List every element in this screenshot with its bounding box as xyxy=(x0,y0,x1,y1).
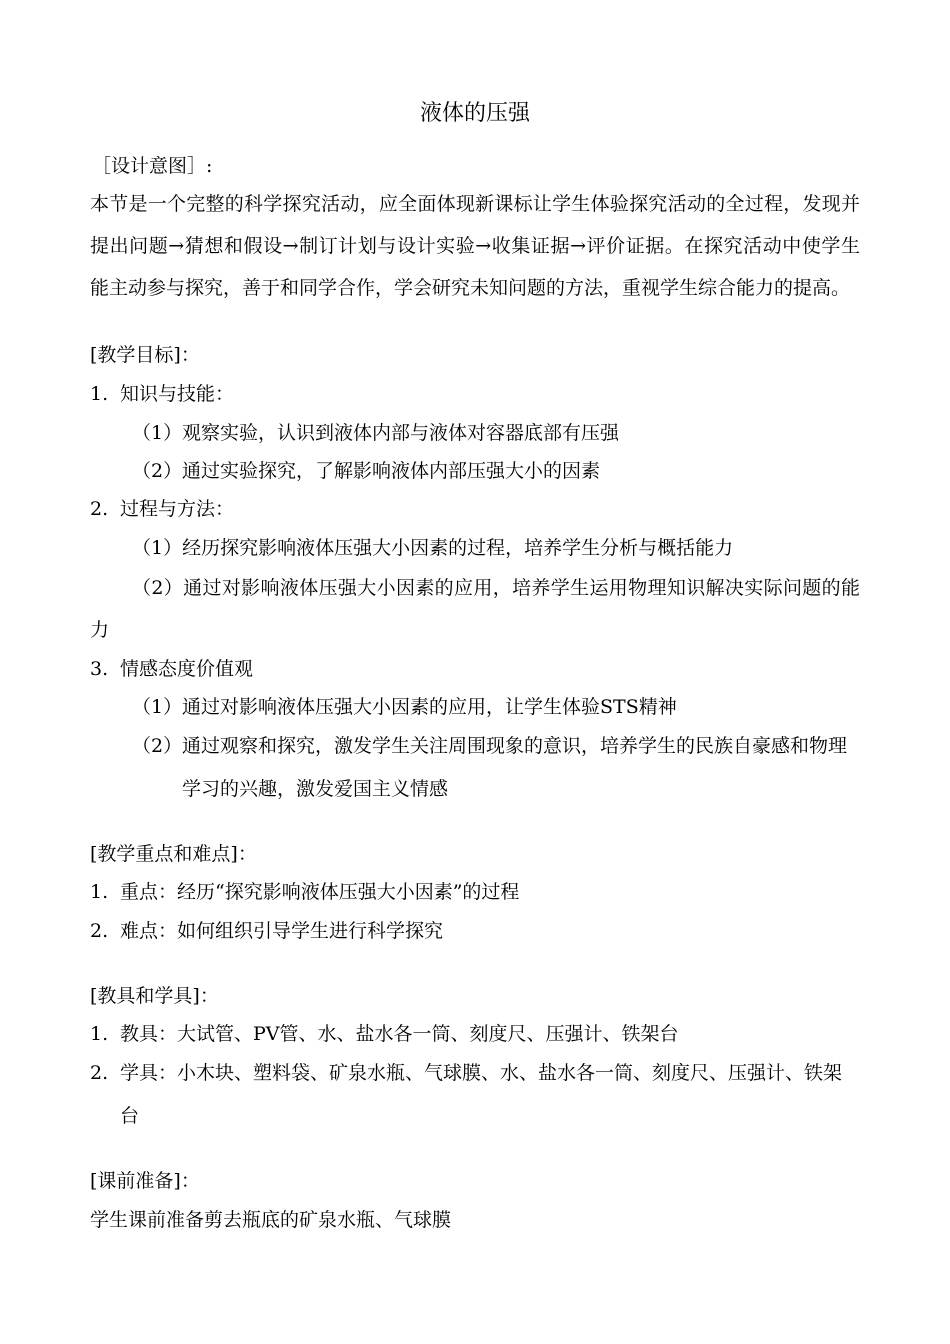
tools-item-2-line-1: 学具：小木块、塑料袋、矿泉水瓶、气球膜、水、盐水各一筒、刻度尺、压强计、铁架 xyxy=(120,1062,843,1084)
objective-item-2-label: 过程与方法： xyxy=(120,498,235,520)
objective-1-sub-1 xyxy=(132,421,902,445)
design-intent-line-3: 能主动参与探究，善于和同学合作，学会研究未知问题的方法，重视学生综合能力的提高。 xyxy=(90,277,851,299)
objective-3-sub-1-text: 通过对影响液体压强大小因素的应用，让学生体验STS精神 xyxy=(182,696,677,718)
design-intent-line-1: 本节是一个完整的科学探究活动，应全面体现新课标让学生体验探究活动的全过程，发现并 xyxy=(90,193,860,215)
sub-number: （2） xyxy=(132,460,183,482)
design-intent-line-2: 提出问题→猜想和假设→制订计划与设计实验→收集证据→评价证据。在探究活动中使学生 xyxy=(90,235,860,257)
list-number: 1. xyxy=(90,881,109,903)
objective-1-sub-2 xyxy=(132,459,902,483)
objective-1-sub-1-text: 观察实验，认识到液体内部与液体对容器底部有压强 xyxy=(182,422,620,444)
objective-item-1-label: 知识与技能： xyxy=(120,383,235,405)
sub-number: （2） xyxy=(132,735,183,757)
tools-item-2 xyxy=(90,1061,860,1085)
key-point-item-2-text: 难点：如何组织引导学生进行科学探究 xyxy=(120,920,444,942)
objective-2-sub-1: （1）经历探究影响液体压强大小因素的过程，培养学生分析与概括能力 xyxy=(132,537,734,559)
tools-item-1-text: 教具：大试管、PV管、水、盐水各一筒、刻度尺、压强计、铁架台 xyxy=(120,1023,679,1045)
preparation-text: 学生课前准备剪去瓶底的矿泉水瓶、气球膜 xyxy=(90,1209,452,1231)
key-points-heading: [教学重点和难点]： xyxy=(90,843,257,865)
list-number: 2. xyxy=(90,498,109,520)
objective-2-sub-2-line-1: （2）通过对影响液体压强大小因素的应用，培养学生运用物理知识解决实际问题的能 xyxy=(132,577,860,599)
list-number: 2. xyxy=(90,1062,109,1084)
objective-item-3-label: 情感态度价值观 xyxy=(120,658,254,680)
sub-number: （1） xyxy=(132,696,183,718)
key-point-item-1-text: 重点：经历“探究影响液体压强大小因素”的过程 xyxy=(120,881,520,903)
key-point-item-1 xyxy=(90,880,860,904)
page-title: 液体的压强 xyxy=(419,101,530,126)
objective-item-1 xyxy=(90,382,860,406)
key-point-item-2 xyxy=(90,919,860,943)
preparation-heading: [课前准备]： xyxy=(90,1170,200,1192)
objective-3-sub-2-line-1: 通过观察和探究，激发学生关注周围现象的意识，培养学生的民族自豪感和物理 xyxy=(182,735,848,757)
tools-heading: [教具和学具]： xyxy=(90,985,219,1007)
list-number: 2. xyxy=(90,920,109,942)
list-number: 3. xyxy=(90,658,109,680)
design-intent-heading: ［设计意图］: xyxy=(92,155,213,177)
objectives-heading: [教学目标]： xyxy=(90,344,200,366)
objective-item-2 xyxy=(90,497,860,521)
sub-number: （1） xyxy=(132,422,183,444)
objective-2-sub-2-line-2: 力 xyxy=(90,619,110,641)
objective-item-3 xyxy=(90,657,860,681)
tools-item-2-line-2: 台 xyxy=(120,1105,140,1127)
tools-item-1 xyxy=(90,1022,860,1046)
list-number: 1. xyxy=(90,1023,109,1045)
objective-3-sub-1 xyxy=(132,695,902,719)
list-number: 1. xyxy=(90,383,109,405)
objective-3-sub-2-line-2: 学习的兴趣，激发爱国主义情感 xyxy=(182,778,449,800)
objective-3-sub-2 xyxy=(132,734,860,758)
objective-1-sub-2-text: 通过实验探究，了解影响液体内部压强大小的因素 xyxy=(182,460,601,482)
